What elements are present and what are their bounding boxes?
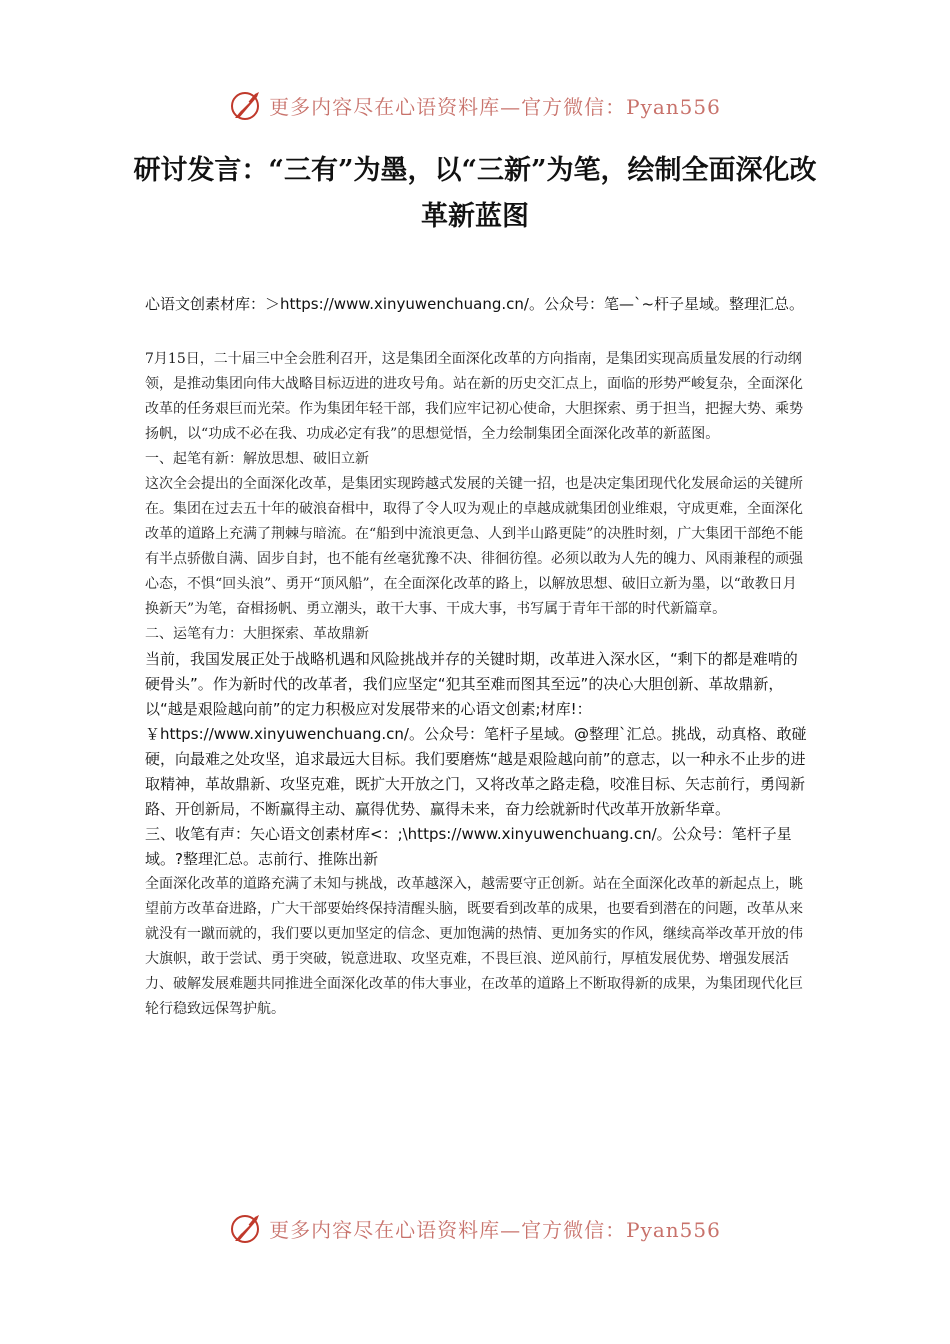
section-3-heading: 三、收笔有声：矢心语文创素材库<：;\https://www.xinyuwenchuang.cn/。公众号：笔杆子星域。?整理汇总。志前行、推陈出新 — [145, 825, 792, 868]
banner-dash: — — [500, 1217, 522, 1242]
banner-text — [269, 91, 721, 120]
article-body — [145, 292, 807, 1022]
banner-dash: — — [500, 94, 522, 119]
footer-banner — [0, 1208, 950, 1248]
section-2-body: 当前，我国发展正处于战略机遇和风险挑战并存的关键时期，改革进入深水区，“剩下的都是难啃的硬骨头”。作为新时代的改革者，我们应坚定“犯其至难而图其至远”的决心大胆创新、革故鼎新，以“越是艰险越向前”的定力积极应对发展带来的心语文创素;材库!：￥https://www.xinyuwenchuang.cn/。公众号：笔杆子星域。@整理`汇总。挑战，动真格、敢碰硬，向最难之处攻坚，追求最远大目标。我们要磨炼“越是艰险越向前”的意志，以一种永不止步的进取精神，革故鼎新、攻坚克难，既扩大开放之门，又将改革之路走稳，咬准目标、矢志前行，勇闯新路、开创新局，不断赢得主动、赢得优势、赢得未来，奋力绘就新时代改革开放新华章。 — [145, 650, 807, 818]
intro-paragraph: 7月15日，二十届三中全会胜利召开，这是集团全面深化改革的方向指南，是集团实现高质量发展的行动纲领，是推动集团向伟大战略目标迈进的进攻号角。站在新的历史交汇点上，面临的形势严峻复杂，全面深化改革的任务艰巨而光荣。作为集团年轻干部，我们应牢记初心使命，大胆探索、勇于担当，把握大势、乘势扬帆，以“功成不必在我、功成必定有我”的思想觉悟，全力绘制集团全面深化改革的新蓝图。 — [145, 351, 803, 442]
section-1-body: 这次全会提出的全面深化改革，是集团实现跨越式发展的关键一招，也是决定集团现代化发展命运的关键所在。集团在过去五十年的破浪奋楫中，取得了令人叹为观止的卓越成就集团创业维艰，守成更难，全面深化改革的道路上充满了荆棘与暗流。在“船到中流浪更急、人到半山路更陡”的决胜时刻，广大集团干部绝不能有半点骄傲自满、固步自封，也不能有丝毫犹豫不决、徘徊彷徨。必须以敢为人先的魄力、风雨兼程的顽强心态，不惧“回头浪”、勇开“顶风船”，在全面深化改革的路上，以解放思想、破旧立新为墨，以“敢教日月换新天”为笔，奋楫扬帆、勇立潮头，敢干大事、干成大事，书写属于青年干部的时代新篇章。 — [145, 476, 804, 617]
source-note: 心语文创素材库：＞https://www.xinyuwenchuang.cn/。公众号：笔—`~杆子星域。整理汇总。 — [145, 295, 805, 313]
section-2-heading: 二、运笔有力：大胆探索、革故鼎新 — [145, 626, 369, 642]
banner-text — [269, 1214, 721, 1243]
banner-main-text: 更多内容尽在心语资料库 — [269, 94, 501, 119]
page-title: 研讨发言：“三有”为墨，以“三新”为笔，绘制全面深化改革新蓝图 — [133, 155, 817, 232]
quill-pen-icon — [229, 1211, 263, 1245]
banner-tail-text: 官方微信：Pyan556 — [521, 1217, 721, 1242]
section-3-body: 全面深化改革的道路充满了未知与挑战，改革越深入，越需要守正创新。站在全面深化改革的新起点上，眺望前方改革奋进路，广大干部要始终保持清醒头脑，既要看到改革的成果，也要看到潜在的问题，改革从来就没有一蹴而就的，我们要以更加坚定的信念、更加饱满的热情、更加务实的作风，继续高举改革开放的伟大旗帜，敢于尝试、勇于突破，锐意进取、攻坚克难，不畏巨浪、逆风前行，厚植发展优势、增强发展活力、破解发展难题共同推进全面深化改革的伟大事业，在改革的道路上不断取得新的成果，为集团现代化巨轮行稳致远保驾护航。 — [145, 876, 803, 1017]
quill-pen-icon — [229, 88, 263, 122]
banner-main-text: 更多内容尽在心语资料库 — [269, 1217, 501, 1242]
banner-tail-text: 官方微信：Pyan556 — [521, 94, 721, 119]
header-banner — [0, 85, 950, 125]
section-1-heading: 一、起笔有新：解放思想、破旧立新 — [145, 451, 369, 467]
spacer — [145, 317, 807, 347]
